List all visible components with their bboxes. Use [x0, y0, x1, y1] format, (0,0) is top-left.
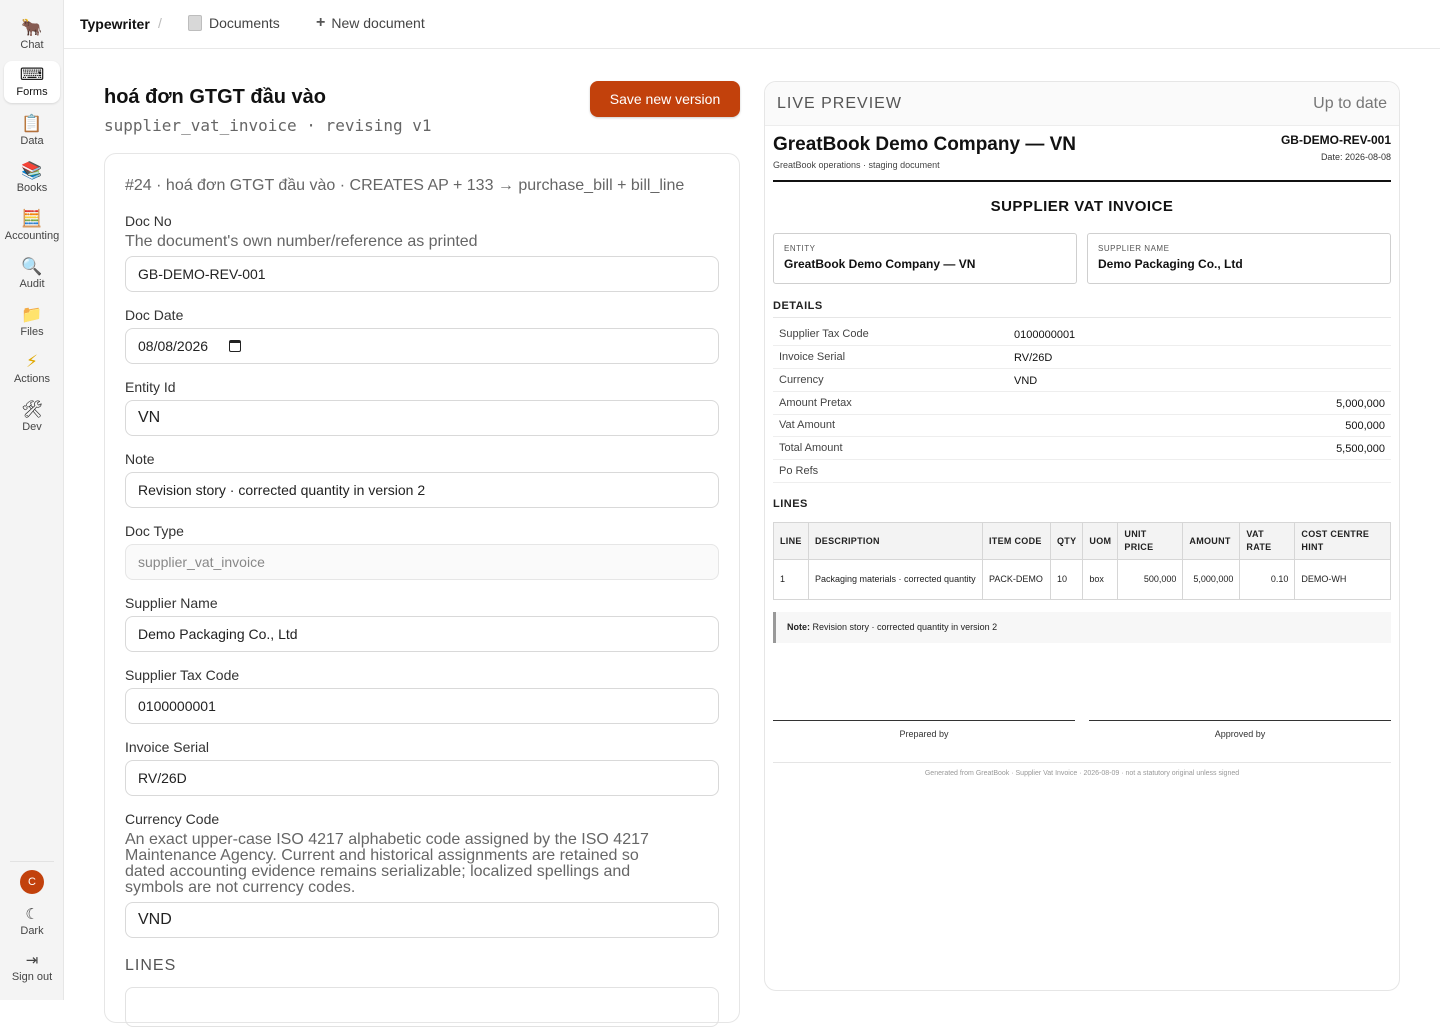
party-entity-value: GreatBook Demo Company — VN [784, 257, 976, 271]
supplier-tax-code-input[interactable] [125, 688, 719, 724]
ox-icon: 🐂 [21, 18, 43, 38]
col-cost-centre-hint: COST CENTRE HINT [1295, 523, 1391, 560]
details-rule [773, 317, 1391, 318]
preview-title: LIVE PREVIEW [777, 95, 902, 112]
breadcrumb-separator: / [158, 15, 162, 31]
save-new-version-button[interactable]: Save new version [590, 81, 740, 117]
party-supplier-key: SUPPLIER NAME [1098, 244, 1170, 253]
cell-uom: box [1083, 560, 1118, 600]
nav-books-label: Books [16, 182, 48, 194]
document-icon [188, 15, 202, 31]
detail-value: RV/26D [1014, 352, 1053, 364]
cell-unit-price: 500,000 [1118, 560, 1183, 600]
entity-id-input[interactable] [125, 400, 719, 436]
documents-label: Documents [209, 15, 280, 31]
supplier-name-label: Supplier Name [125, 595, 218, 611]
detail-key: Invoice Serial [779, 351, 846, 363]
detail-value: VND [1014, 375, 1038, 387]
lines-preview-heading: LINES [773, 498, 808, 510]
preview-header [765, 82, 1399, 126]
preview-doc-no: GB-DEMO-REV-001 [1280, 133, 1391, 147]
currency-code-label: Currency Code [125, 811, 220, 827]
cell-cost-centre-hint: DEMO-WH [1295, 560, 1391, 600]
nav-chat[interactable] [4, 14, 60, 58]
invoice-serial-value: RV/26D [138, 770, 187, 786]
new-document-link[interactable] [316, 15, 425, 31]
sidebar-divider [10, 861, 54, 862]
supplier-name-value: Demo Packaging Co., Ltd [138, 626, 298, 642]
nav-dev-label: Dev [22, 421, 42, 433]
approved-by-label: Approved by [1214, 729, 1266, 739]
invoice-serial-label: Invoice Serial [125, 739, 210, 755]
lightning-icon: ⚡ [26, 352, 38, 372]
detail-key: Amount Pretax [779, 397, 852, 409]
doc-type-input [125, 544, 719, 580]
col-line: LINE [774, 523, 809, 560]
header-rule [773, 180, 1391, 182]
cell-description: Packaging materials · corrected quantity [809, 560, 983, 600]
table-row [774, 560, 1391, 600]
sidebar [0, 0, 64, 1000]
doc-no-label: Doc No [125, 213, 172, 229]
currency-help-line: symbols are not currency codes. [125, 879, 356, 896]
detail-row [773, 437, 1391, 460]
col-uom: UOM [1083, 523, 1118, 560]
col-qty: QTY [1051, 523, 1083, 560]
nav-accounting[interactable] [4, 205, 60, 249]
approved-by-line [1089, 720, 1391, 721]
nav-forms[interactable] [4, 61, 60, 103]
doc-type-value: supplier_vat_invoice [138, 554, 265, 570]
detail-row [773, 460, 1391, 483]
detail-key: Total Amount [779, 442, 843, 454]
detail-key: Vat Amount [779, 419, 836, 431]
company-subtitle: GreatBook operations · staging document [773, 160, 940, 170]
prepared-by-line [773, 720, 1075, 721]
currency-help-line: An exact upper-case ISO 4217 alphabetic code assigned by the ISO 4217 [125, 831, 649, 848]
doc-no-help: The document's own number/reference as printed [125, 233, 478, 250]
entity-id-value: VN [138, 409, 161, 426]
preview-doc-date: Date: 2026-08-08 [1320, 152, 1391, 162]
nav-actions-label: Actions [13, 373, 51, 385]
cell-item-code: PACK-DEMO [983, 560, 1051, 600]
abacus-icon: 🧮 [21, 209, 43, 229]
preview-footer: Generated from GreatBook · Supplier Vat Invoice · 2026-08-09 · not a statutory original unless signed [924, 770, 1240, 777]
magnifier-icon: 🔍 [21, 257, 43, 277]
detail-value: 0100000001 [1014, 329, 1076, 341]
nav-files-label: Files [20, 326, 44, 338]
detail-row [773, 369, 1391, 392]
page-title: hoá đơn GTGT đầu vào [104, 86, 327, 108]
note-value: Revision story · corrected quantity in version 2 [138, 482, 426, 498]
lines-editor[interactable] [125, 987, 719, 1027]
detail-row [773, 414, 1391, 437]
party-entity-key: ENTITY [784, 244, 816, 253]
party-supplier-value: Demo Packaging Co., Ltd [1098, 257, 1243, 271]
preview-note [773, 612, 1391, 643]
doc-no-value: GB-DEMO-REV-001 [138, 266, 266, 282]
cell-line: 1 [774, 560, 809, 600]
cell-qty: 10 [1051, 560, 1083, 600]
supplier-tax-code-value: 0100000001 [138, 698, 216, 714]
nav-audit[interactable] [4, 253, 60, 297]
avatar[interactable]: C [20, 870, 44, 894]
detail-value: 500,000 [1345, 420, 1385, 432]
currency-help-line: dated accounting evidence remains serializable; localized spellings and [125, 863, 631, 880]
party-supplier [1087, 233, 1391, 284]
folder-icon: 📁 [21, 305, 43, 325]
detail-row [773, 323, 1391, 346]
details-heading: DETAILS [773, 300, 823, 312]
supplier-tax-code-label: Supplier Tax Code [125, 667, 240, 683]
supplier-name-input[interactable] [125, 616, 719, 652]
nav-files[interactable] [4, 301, 60, 345]
moon-icon: ☾ [25, 905, 39, 923]
new-document-label: New document [331, 15, 425, 31]
note-label: Note [125, 451, 155, 467]
detail-value: 5,000,000 [1336, 398, 1385, 410]
sign-out-icon: ⇥ [25, 951, 39, 969]
sign-out-label: Sign out [11, 971, 53, 983]
detail-row [773, 346, 1391, 369]
detail-row [773, 392, 1391, 415]
page-subtitle: supplier_vat_invoice · revising v1 [104, 116, 432, 135]
nav-data[interactable] [4, 110, 60, 154]
nav-data-label: Data [20, 135, 44, 147]
nav-dev[interactable] [4, 396, 60, 440]
col-amount: AMOUNT [1183, 523, 1240, 560]
keyboard-icon: ⌨ [19, 65, 45, 85]
currency-code-input[interactable] [125, 902, 719, 938]
nav-audit-label: Audit [19, 278, 45, 290]
cell-amount: 5,000,000 [1183, 560, 1240, 600]
doc-date-input[interactable] [125, 328, 719, 364]
doc-date-value: 08/08/2026 [138, 338, 209, 354]
invoice-serial-input[interactable] [125, 760, 719, 796]
footer-rule [773, 762, 1391, 763]
dark-mode-label: Dark [20, 925, 44, 937]
top-bar [64, 0, 1440, 49]
detail-key: Currency [779, 374, 824, 386]
currency-code-value: VND [138, 911, 172, 928]
nav-actions[interactable] [4, 348, 60, 392]
col-unit-price: UNIT PRICE [1118, 523, 1183, 560]
dark-mode-toggle[interactable] [4, 900, 60, 944]
detail-key: Po Refs [779, 465, 819, 477]
col-description: DESCRIPTION [809, 523, 983, 560]
nav-chat-label: Chat [20, 39, 44, 51]
nav-accounting-label: Accounting [4, 230, 60, 242]
cell-vat-rate: 0.10 [1240, 560, 1295, 600]
col-vat-rate: VAT RATE [1240, 523, 1295, 560]
detail-key: Supplier Tax Code [779, 328, 869, 340]
plus-icon: + [316, 14, 326, 31]
documents-link[interactable] [188, 15, 280, 31]
company-name: GreatBook Demo Company — VN [773, 134, 1076, 155]
col-item-code: ITEM CODE [983, 523, 1051, 560]
lines-heading: LINES [125, 957, 177, 974]
books-icon: 📚 [21, 161, 43, 181]
brand-name[interactable]: Typewriter [80, 16, 150, 32]
doc-date-label: Doc Date [125, 307, 184, 323]
doc-no-input[interactable] [125, 256, 719, 292]
lines-table [773, 522, 1391, 600]
nav-forms-label: Forms [16, 86, 48, 98]
form-description: #24 · hoá đơn GTGT đầu vào · CREATES AP + 133 → purchase_bill + bill_line [125, 177, 685, 194]
lines-table-header [774, 523, 1391, 560]
doc-type-label: Doc Type [125, 523, 184, 539]
calendar-icon[interactable] [229, 340, 241, 352]
currency-help-line: Maintenance Agency. Current and historical assignments are retained so [125, 847, 639, 864]
clipboard-icon: 📋 [21, 114, 43, 134]
invoice-title: SUPPLIER VAT INVOICE [990, 198, 1174, 215]
note-input[interactable] [125, 472, 719, 508]
note-text: Revision story · corrected quantity in version 2 [812, 622, 998, 632]
party-entity [773, 233, 1077, 284]
prepared-by-label: Prepared by [899, 729, 949, 739]
sign-out-button[interactable] [4, 946, 60, 990]
note-label-text: Note: [787, 622, 810, 632]
preview-status: Up to date [1313, 95, 1387, 112]
detail-value: 5,500,000 [1336, 443, 1385, 455]
tools-icon: 🛠 [21, 400, 43, 420]
entity-id-label: Entity Id [125, 379, 176, 395]
currency-code-help [125, 832, 649, 896]
nav-books[interactable] [4, 157, 60, 201]
